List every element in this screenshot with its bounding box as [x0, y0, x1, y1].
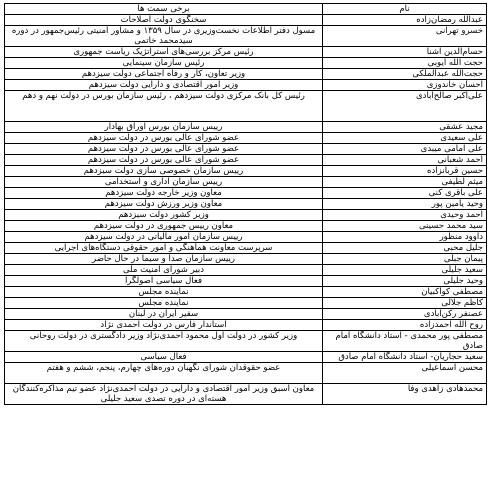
name-cell: وحید یامین پور [323, 199, 487, 210]
table-row [5, 188, 487, 199]
name-cell: مصطفی کواکبیان [323, 287, 487, 298]
name-cell: احمد شعبانی [323, 155, 487, 166]
roles-cell: استاندار فارس در دولت احمدی نژاد [5, 320, 323, 331]
name-cell: سعید حجاریان- استاد دانشگاه امام صادق [323, 352, 487, 363]
table-row [5, 58, 487, 69]
name-cell: حجت‌الله عبدالملکی [323, 69, 487, 80]
roles-cell: وزیر تعاون، کار و رفاه اجتماعی دولت سیزدهم [5, 69, 323, 80]
roles-cell: معاون وزیر خارجه دولت سیزدهم [5, 188, 323, 199]
name-cell: سید محمد حسینی [323, 221, 487, 232]
table-row [5, 384, 487, 405]
header-name: نام [323, 4, 487, 15]
name-cell: محمدهادی زاهدی وفا [323, 384, 487, 405]
table-row [5, 276, 487, 287]
table-row [5, 166, 487, 177]
name-cell: خسرو تهرانی [323, 26, 487, 47]
name-cell: پیمان جبلی [323, 254, 487, 265]
roles-cell: رییس سازمان اداری و استخدامی [5, 177, 323, 188]
table-row [5, 363, 487, 384]
roles-cell: رئیس کل بانک مرکزی دولت سیزدهم ، رئیس سازمان بورس در دولت نهم و دهم [5, 91, 323, 122]
table-row [5, 320, 487, 331]
officials-table [4, 3, 487, 405]
name-cell: علی سعیدی [323, 133, 487, 144]
table-row [5, 91, 487, 122]
roles-cell: وزیر کشور دولت سیزدهم [5, 210, 323, 221]
name-cell: احمد وحیدی [323, 210, 487, 221]
table-row [5, 331, 487, 352]
name-cell: محسن اسماعیلی [323, 363, 487, 384]
name-cell: مجید عشقی [323, 122, 487, 133]
table-row [5, 47, 487, 58]
table-row [5, 210, 487, 221]
table-row [5, 133, 487, 144]
name-cell: حسین قربانزاده [323, 166, 487, 177]
table-row [5, 199, 487, 210]
roles-cell: فعال سیاسی [5, 352, 323, 363]
table-row [5, 80, 487, 91]
name-cell: وحید جلیلی [323, 276, 487, 287]
name-cell: علی امامی میبدی [323, 144, 487, 155]
roles-cell: عضو شورای عالی بورس در دولت سیزدهم [5, 133, 323, 144]
roles-cell: عضو حقوقدان شورای نگهبان دوره‌های چهارم، پنجم، ششم و هفتم [5, 363, 323, 384]
table-row [5, 15, 487, 26]
roles-cell: نماینده مجلس [5, 298, 323, 309]
table-body [5, 15, 487, 405]
table-row [5, 144, 487, 155]
table-row [5, 309, 487, 320]
document-page [4, 3, 486, 493]
roles-cell: سخنگوی دولت اصلاحات [5, 15, 323, 26]
roles-cell: معاون وزیر ورزش دولت سیزدهم [5, 199, 323, 210]
name-cell: کاظم جلالی [323, 298, 487, 309]
name-cell: علی‌اکبر صالح‌آبادی [323, 91, 487, 122]
name-cell: مصطفی پور محمدی - استاد دانشگاه امام صادق [323, 331, 487, 352]
roles-cell: سفیر ایران در لبنان [5, 309, 323, 320]
roles-cell: معاون رییس جمهوری در دولت سیزدهم [5, 221, 323, 232]
table-row [5, 352, 487, 363]
roles-cell: عضو شورای عالی بورس در دولت سیزدهم [5, 144, 323, 155]
name-cell: علی باقری کنی [323, 188, 487, 199]
name-cell: عبدالله رمضان‌زاده [323, 15, 487, 26]
table-row [5, 69, 487, 80]
table-row [5, 298, 487, 309]
roles-cell: رییس سازمان خصوصی سازی دولت سیزدهم [5, 166, 323, 177]
roles-cell: سرپرست معاونت هماهنگی و امور حقوقی دستگاه‌های اجرایی [5, 243, 323, 254]
header-roles: برخی سمت ها [5, 4, 323, 15]
table-row [5, 177, 487, 188]
roles-cell: نماینده مجلس [5, 287, 323, 298]
roles-cell: مسول دفتر اطلاعات نخست‌وزیری در سال ۱۳۵۹ و مشاور امنیتی رئیس‌جمهور در دوره سید‌محمد خاتمی [5, 26, 323, 47]
table-row [5, 26, 487, 47]
table-row [5, 122, 487, 133]
roles-cell: رییس سازمان بورس اوراق بهادار [5, 122, 323, 133]
table-row [5, 232, 487, 243]
name-cell: داوود منظور [323, 232, 487, 243]
name-cell: حجت الله ایوبی [323, 58, 487, 69]
table-row [5, 243, 487, 254]
name-cell: حسام‌الدین آشنا [323, 47, 487, 58]
name-cell: عصنفر رکن‌آبادی [323, 309, 487, 320]
table-row [5, 287, 487, 298]
name-cell: روح الله احمدزاده [323, 320, 487, 331]
roles-cell: رئیس مرکز بررسی‌های استراتژیک ریاست جمهوری [5, 47, 323, 58]
table-row [5, 155, 487, 166]
name-cell: میثم لطیفی [323, 177, 487, 188]
table-row [5, 254, 487, 265]
name-cell: احسان خاندوزی [323, 80, 487, 91]
table-header-row [5, 4, 487, 15]
roles-cell: رئیس سازمان سینمایی [5, 58, 323, 69]
name-cell: سعید جلیلی [323, 265, 487, 276]
roles-cell: فعال سیاسی اصولگرا [5, 276, 323, 287]
roles-cell: رییس سازمان صدا و سیما در حال حاضر [5, 254, 323, 265]
table-row [5, 221, 487, 232]
roles-cell: وزیر امور اقتصادی و دارایی دولت سیزدهم [5, 80, 323, 91]
roles-cell: وزیر کشور در دولت اول محمود احمدی‌نژاد وزیر دادگستری در دولت روحانی [5, 331, 323, 352]
roles-cell: رییس سازمان امور مالیاتی در دولت سیزدهم [5, 232, 323, 243]
roles-cell: دبیر شورای امنیت ملی [5, 265, 323, 276]
roles-cell: عضو شورای عالی بورس در دولت سیزدهم [5, 155, 323, 166]
name-cell: جلیل محبی [323, 243, 487, 254]
roles-cell: معاون اسبق وزیر امور اقتصادی و دارایی در دولت احمدی‌نژاد عضو تیم مذاکره‌کنندگان هسته‌ای در دوره تصدی سعید جلیلی [5, 384, 323, 405]
table-row [5, 265, 487, 276]
